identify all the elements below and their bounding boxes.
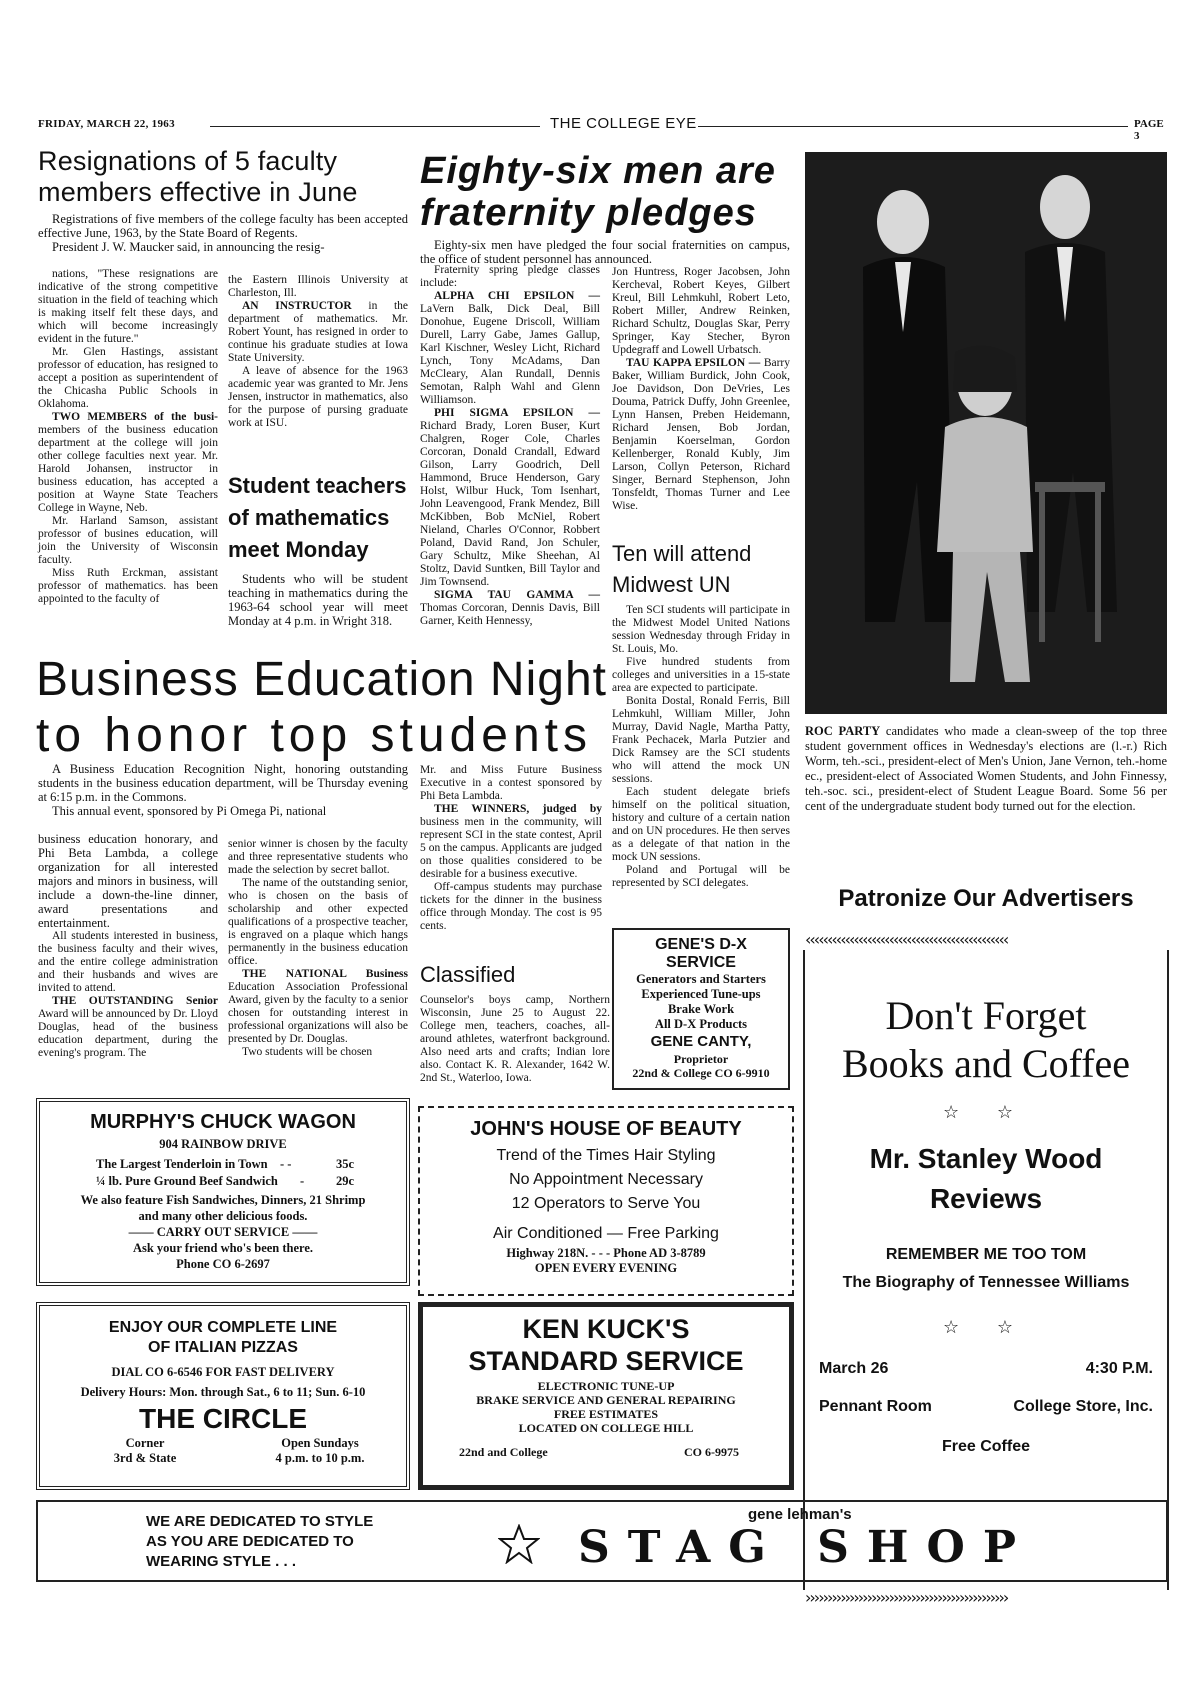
business-night-col2 <box>228 838 408 1059</box>
circle-name: THE CIRCLE <box>139 1403 307 1434</box>
chevron-border-bottom: ›››››››››››››››››››››››››››››››››››››››››››››› <box>805 1588 1008 1607</box>
student-teachers-body: Students who will be student teaching in mathematics during the 1963-64 school year will meet Monday at 4 p.m. in Wright 318. <box>228 572 408 628</box>
business-night-plaque: The name of the outstanding senior, who is chosen on the basis of scholarship and other expected qualifications of a prospective teacher, is engraved on a plaque which hangs permanently in the business education office. <box>228 877 408 967</box>
business-night-col1 <box>38 832 218 1060</box>
star-icon: ☆ ☆ <box>943 1102 1029 1123</box>
menu-item: The Largest Tenderloin in Town <box>96 1157 268 1171</box>
resignations-jensen: A leave of absence for the 1963 academic year was granted to Mr. Jens Jensen, instructor in mathematics, also for the purpose of pursing graduate work at ISU. <box>228 365 408 429</box>
johns-phone: Highway 218N. - - - Phone AD 3-8789 <box>506 1246 706 1260</box>
event-details <box>805 1360 1167 1440</box>
johns-line: No Appointment Necessary <box>509 1171 703 1188</box>
photo-figures <box>805 152 1167 714</box>
resignations-headline: Resignations of 5 faculty members effective in June <box>38 146 358 207</box>
business-night-fbe: Mr. and Miss Future Business Executive in a contest sponsored by Phi Beta Lambda. <box>420 764 602 802</box>
patronize-banner: Patronize Our Advertisers <box>838 885 1134 912</box>
resignations-col1 <box>38 268 218 606</box>
business-night-col3 <box>420 764 602 933</box>
business-night-ballot: senior winner is chosen by the faculty and three representative students who made the selection by secret ballot. <box>228 838 408 876</box>
stag-shop-ad <box>36 1500 1168 1582</box>
pledges-sigma: SIGMA TAU GAMMA — Thomas Corcoran, Dennis Davis, Bill Garner, Keith Hennessy, <box>420 589 600 627</box>
stag-name: STAG SHOP <box>578 1522 1034 1573</box>
genes-dx-address: 22nd & College CO 6-9910 <box>632 1066 770 1080</box>
business-night-p1: A Business Education Recognition Night, honoring outstanding students in the business education department, will be Thursday evening at 6:15 p.m. in the Commons. <box>38 762 408 804</box>
page-number: PAGE 3 <box>1134 118 1164 142</box>
resignations-yount: AN INSTRUCTOR in the department of mathematics. Mr. Robert Yount, has resigned in order to continue his graduate studies at Iowa State University. <box>228 300 409 364</box>
resignations-eastern: the Eastern Illinois University at Charleston, Ill. <box>228 274 408 299</box>
resignations-p1: Registrations of five members of the college faculty has been accepted effective June, 1963, by the State Board of Regents. <box>38 212 408 240</box>
stag-owner: gene lehman's <box>748 1506 852 1523</box>
midwest-un-p3: Bonita Dostal, Ronald Ferris, Bill Lehmkuhl, William Miller, John Murray, David Nagle, Martha Patty, Frank Pechacek, Marla Putzier and Dick Ramsey are the SCI students who will attend the mock UN sessions. <box>612 695 790 785</box>
circle-location: Corner <box>125 1436 165 1450</box>
circle-sunday: Open Sundays <box>281 1436 359 1450</box>
midwest-un-article <box>612 538 790 890</box>
pledges-alpha: ALPHA CHI EPSILON — LaVern Balk, Dick Deal, Bill Donohue, Eugene Driscoll, William Durell, Larry Gabe, James Gallup, Karl Kischner, Wesley Licht, Richard Lynch, Tony McAdams, Dan McCleary, Alan Rundall, Dennis Semotan, Ralph Wahl and Glenn Williamson. <box>420 290 600 406</box>
books-coffee-ad <box>803 950 1169 1590</box>
circle-line: ENJOY OUR COMPLETE LINE <box>108 1319 338 1336</box>
kuck-line: FREE ESTIMATES <box>553 1407 659 1421</box>
murphys-line: We also feature Fish Sandwiches, Dinners, 21 Shrimp <box>80 1193 366 1207</box>
murphys-ad <box>36 1098 410 1286</box>
business-night-honorary: business education honorary, and Phi Beta Lambda, a college organization for all interested majors and minors in business, will include a down-the-line dinner, award presentations and entertainment. <box>38 832 218 930</box>
roc-party-photo <box>805 152 1167 714</box>
classified-ad: Counselor's boys camp, Northern Wisconsin, June 25 to August 22. College men, teachers, coaches, all-around athletes, waterfront background. Also need arts and crafts; Indian lore also. Contact K. R. Alexander, 1642 W. 2nd St., Waterloo, Iowa. <box>420 994 610 1084</box>
event-date: March 26 <box>819 1360 889 1377</box>
resignations-col2 <box>228 274 408 430</box>
kuck-line: ELECTRONIC TUNE-UP <box>537 1379 675 1393</box>
genes-dx-services: Generators and Starters Experienced Tune-ups Brake Work All D-X Products <box>636 972 766 1031</box>
murphys-line: and many other delicious foods. <box>138 1209 308 1223</box>
photo-caption: ROC PARTY candidates who made a clean-sweep of the top three student government offices in Wednesday's elections are (l.-r.) Rich Worm, teh.-sci., president-elect of Men's Union, Jane Vernon, teh.-home ec., president-elect of Associated Women Students, and John Finnessy, teh.-soc. sci., president-elect of Student League Board. Some 56 per cent of the undergraduate student body turned out for the election. <box>805 724 1167 813</box>
star-icon: ☆ ☆ <box>943 1317 1029 1338</box>
circle-pizza-ad <box>36 1302 410 1490</box>
masthead <box>38 115 1168 142</box>
event-room: Pennant Room <box>819 1398 932 1415</box>
business-night-nbea: THE NATIONAL Business Education Association Professional Award, given by the faculty to a senior chosen for outstanding interest in professional organizations will also be presented by Dr. Douglas. <box>228 968 408 1045</box>
stag-slogan: WE ARE DEDICATED TO STYLE AS YOU ARE DEDICATED TO WEARING STYLE . . . <box>146 1513 374 1570</box>
business-night-senior-award: THE OUTSTANDING Senior Award will be announced by Dr. Lloyd Douglas, head of the business education department, during the evening's program. The <box>38 995 218 1059</box>
business-night-winners: THE WINNERS, judged by business men in the community, will represent SCI in the state contest, April 5 on the campus. Applicants are judged on those qualities considered to be desirable for a business executive. <box>420 803 602 880</box>
circle-location: 3rd & State <box>113 1451 177 1465</box>
business-night-headline: Business Education Night to honor top students <box>36 653 607 762</box>
pledges-sigma-cont: Jon Huntress, Roger Jacobsen, John Kercheval, Robert Keyes, Gilbert Kreul, Bill Lehmkuhl, Robert Leto, Robert Miller, Andrew Reinken, Richard Schultz, Douglas Skar, Perry Springer, Kay Stecher, Byron Updegraff and Lowell Urbatsch. <box>612 266 790 356</box>
murphys-title: MURPHY'S CHUCK WAGON <box>90 1111 356 1133</box>
pledges-phi: PHI SIGMA EPSILON — Richard Brady, Loren Buser, Kurt Chalgren, Roger Cole, Charles Corcoran, Donald Crandall, Edward Gilson, Larry Goodrich, Dell Hammond, Bruce Henderson, Gary Holst, Wilbur Huck, Tom Isenhart, John Leavengood, Frank Mendez, Bill McKibben, Bob McNiel, Robert Nieland, Charles O'Connor, Robbert Poland, David Rand, Jon Schuler, Gary Schultz, Mike Sheehan, Al Stoltz, David Suntken, Bill Taylor and Jim Townsend. <box>420 407 600 588</box>
kuck-line: BRAKE SERVICE AND GENERAL REPAIRING <box>476 1393 736 1407</box>
midwest-un-p4: Each student delegate briefs himself on the political situation, history and culture of a certain nation and on UN procedures. He then serves as a delegate of that nation in the mock UN sessions. <box>612 786 790 863</box>
kuck-title: STANDARD SERVICE <box>468 1346 744 1376</box>
pledges-article <box>420 150 790 266</box>
business-night-lead <box>38 762 408 818</box>
business-night-tickets: Off-campus students may purchase tickets for the dinner in the business office through Monday. The cost is 95 cents. <box>420 881 602 932</box>
event-extra: Free Coffee <box>941 1438 1031 1455</box>
menu-price: 35c <box>336 1157 355 1171</box>
midwest-un-p2: Five hundred students from colleges and universities in a 15-state area are expected to participate. <box>612 656 790 694</box>
genes-dx-role: Proprietor <box>673 1052 729 1066</box>
books-coffee-title: Don't Forget Books and Coffee <box>841 993 1131 1086</box>
business-night-two-students: Two students will be chosen <box>242 1046 373 1058</box>
business-night-invited: All students interested in business, the business faculty and their wives, and the entire college administration and their husbands and wives are invited to attend. <box>38 930 218 994</box>
circle-line: OF ITALIAN PIZZAS <box>148 1339 298 1356</box>
midwest-un-headline: Ten will attend Midwest UN <box>612 541 752 597</box>
masthead-rule-right <box>698 126 1128 127</box>
johns-line: 12 Operators to Serve You <box>511 1195 701 1212</box>
resignations-erckman: Miss Ruth Erckman, assistant professor of mathematics. has been appointed to the faculty of <box>38 567 218 605</box>
johns-hours: OPEN EVERY EVENING <box>534 1261 678 1275</box>
genes-dx-ad <box>612 928 790 1090</box>
johns-title: JOHN'S HOUSE OF BEAUTY <box>470 1118 742 1140</box>
johns-line: Trend of the Times Hair Styling <box>496 1147 716 1164</box>
circle-sunday: 4 p.m. to 10 p.m. <box>275 1451 365 1465</box>
resignations-samson: Mr. Harland Samson, assistant professor of busines education, will join the University of Wisconsin faculty. <box>38 515 218 566</box>
pledges-col1 <box>420 264 600 628</box>
pledges-intro2: Fraternity spring pledge classes include: <box>420 264 600 289</box>
midwest-un-p5: Poland and Portugal will be represented by SCI delegates. <box>612 864 790 889</box>
resignations-hastings: Mr. Glen Hastings, assistant professor of education, has resigned to accept a position as superintendent of the Chicasha Public Schools in Oklahoma. <box>38 346 218 410</box>
genes-dx-owner: GENE CANTY, <box>650 1033 752 1050</box>
resignations-p2: President J. W. Maucker said, in announcing the resig- <box>52 240 325 254</box>
ken-kucks-ad <box>418 1302 794 1490</box>
circle-delivery: DIAL CO 6-6546 FOR FAST DELIVERY <box>111 1365 335 1379</box>
pledges-intro: Eighty-six men have pledged the four social fraternities on campus, the office of student personnel has announced. <box>420 238 790 266</box>
pledges-col2 <box>612 266 790 513</box>
kuck-title: KEN KUCK'S <box>522 1314 690 1344</box>
reviewer: Mr. Stanley Wood Reviews <box>869 1143 1103 1214</box>
genes-dx-title: GENE'S D-X SERVICE <box>655 936 747 971</box>
murphys-menu: The Largest Tenderloin in Town - - 35c ¼ lb. Pure Ground Beef Sandwich - 29c <box>96 1157 355 1188</box>
business-night-p2: This annual event, sponsored by Pi Omega Pi, national <box>52 804 327 818</box>
resignations-two-members: TWO MEMBERS of the busi- members of the business education department at the college will join other college faculties next year. Mr. Harold Johansen, instructor in business education, has accepted a position at Wayne State Teachers College in Wayne, Neb. <box>38 411 218 514</box>
johns-beauty-ad <box>418 1106 794 1296</box>
event-time: 4:30 P.M. <box>1085 1360 1153 1377</box>
student-teachers-article <box>228 470 408 628</box>
masthead-rule-left <box>210 126 540 127</box>
chevron-border-top: ‹‹‹‹‹‹‹‹‹‹‹‹‹‹‹‹‹‹‹‹‹‹‹‹‹‹‹‹‹‹‹‹‹‹‹‹‹‹‹‹‹‹‹‹‹‹ <box>805 930 1008 949</box>
classified-heading: Classified <box>420 962 516 987</box>
pledges-headline: Eighty-six men are fraternity pledges <box>420 150 776 234</box>
johns-line: Air Conditioned — Free Parking <box>493 1225 719 1242</box>
kuck-phone: CO 6-9975 <box>684 1445 739 1459</box>
star-icon <box>498 1524 540 1564</box>
pledges-tau: TAU KAPPA EPSILON — Barry Baker, William Burdick, John Cook, Joe Davidson, Don DeVries, Les Douma, Patrick Duffy, John Greenlee, Lynn Hansen, Preben Heidemann, Richard Jensen, Bob Jordan, Benjamin Koerselman, Gordon Kellenberger, Ronald Kubly, Jim Larson, Collyn Peterson, Richard Singer, Bernard Stephenson, John Tonsfeldt, Thomas Turner and Lee Wise. <box>612 357 791 512</box>
resignations-article <box>38 146 408 254</box>
resignations-lead <box>38 212 408 254</box>
murphys-address: 904 RAINBOW DRIVE <box>159 1137 287 1151</box>
menu-price: 29c <box>336 1174 355 1188</box>
menu-item: ¼ lb. Pure Ground Beef Sandwich <box>96 1174 278 1188</box>
kuck-line: LOCATED ON COLLEGE HILL <box>518 1421 694 1435</box>
circle-hours: Delivery Hours: Mon. through Sat., 6 to 11; Sun. 6-10 <box>80 1385 366 1399</box>
book-title: REMEMBER ME TOO TOM The Biography of Tennessee Williams <box>842 1246 1130 1291</box>
classified-section <box>420 962 610 1085</box>
issue-date: FRIDAY, MARCH 22, 1963 <box>38 118 175 130</box>
event-store: College Store, Inc. <box>1013 1398 1153 1415</box>
student-teachers-headline: Student teachers of mathematics meet Monday <box>228 473 407 562</box>
murphys-line: Ask your friend who's been there. <box>132 1241 314 1255</box>
newspaper-name: THE COLLEGE EYE <box>550 115 697 132</box>
resignations-quote: nations, "These resignations are indicative of the strong competitive situation in the field of teaching which is making itself felt these days, and which will become increasingly evident in the future." <box>38 268 218 345</box>
midwest-un-p1: Ten SCI students will participate in the Midwest Model United Nations session Wednesday through Friday in St. Louis, Mo. <box>612 604 790 655</box>
murphys-carry-out: —— CARRY OUT SERVICE —— <box>128 1225 318 1239</box>
murphys-phone: Phone CO 6-2697 <box>176 1257 270 1271</box>
kuck-address: 22nd and College <box>459 1445 548 1459</box>
